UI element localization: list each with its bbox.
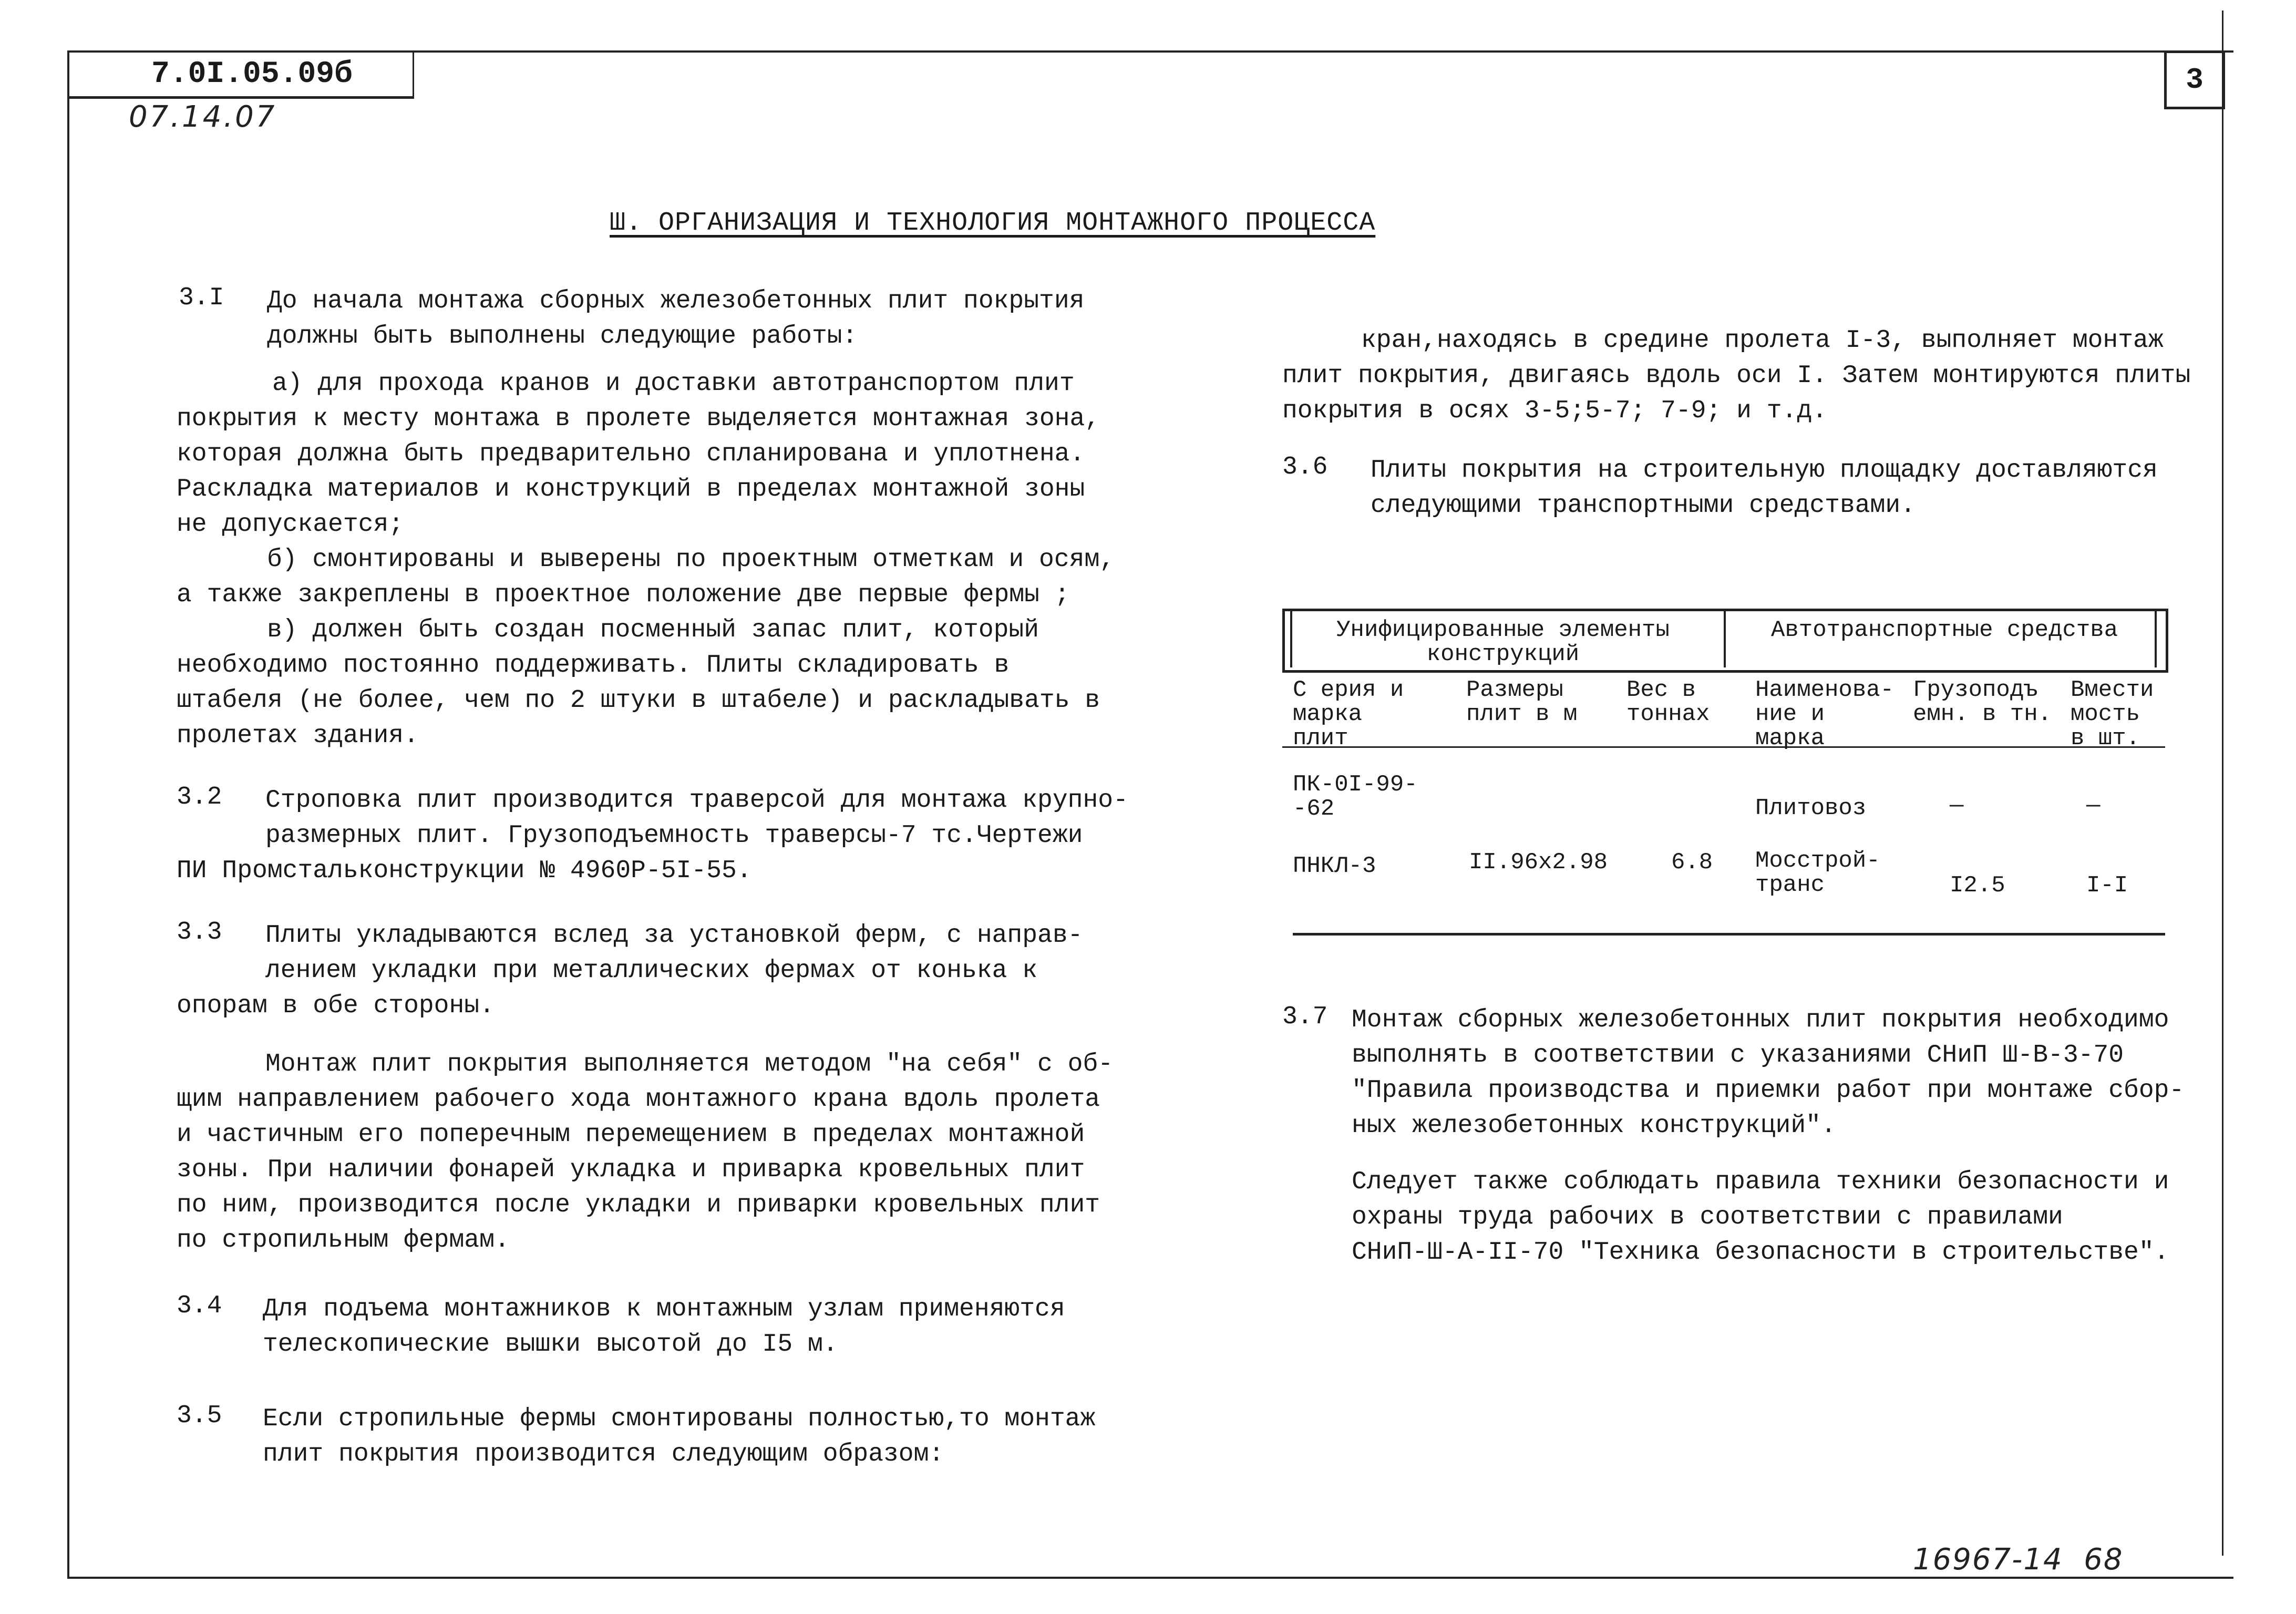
paragraph-line: и частичным его поперечным перемещением в пределах монтажной: [177, 1120, 1085, 1149]
paragraph-line: покрытия в осях 3-5;5-7; 7-9; и т.д.: [1282, 397, 1827, 425]
section-number: 3.6: [1282, 453, 1328, 481]
section-number: 3.5: [177, 1402, 222, 1430]
paragraph-line: "Правила производства и приемки работ при монтаже сбор-: [1352, 1076, 2185, 1105]
paragraph-line: а) для прохода кранов и доставки автотранспортом плит: [272, 369, 1075, 398]
paragraph-line: не допускается;: [177, 510, 404, 539]
table-cell: —: [2086, 793, 2101, 819]
paragraph-line: телескопические вышки высотой до I5 м.: [263, 1330, 838, 1359]
table-cell: ПК-0I-99- -62: [1293, 772, 1418, 822]
table-group-header: Унифицированные элементы конструкций: [1336, 617, 1670, 667]
section-number: 3.7: [1282, 1003, 1328, 1031]
paragraph-line: пролетах здания.: [177, 722, 419, 750]
table-header-underline: [1282, 746, 2165, 748]
paragraph-line: б) смонтированы и выверены по проектным отметкам и осям,: [267, 546, 1115, 574]
table-cell: Плитовоз: [1755, 795, 1867, 821]
table-cell: —: [1950, 793, 1964, 819]
handwritten-date: 07.14.07: [129, 100, 277, 134]
paragraph-line: опорам в обе стороны.: [177, 992, 495, 1020]
section-title: Ш. ОРГАНИЗАЦИЯ И ТЕХНОЛОГИЯ МОНТАЖНОГО ПРОЦЕССА: [610, 208, 1376, 238]
paragraph-line: покрытия к месту монтажа в пролете выделяется монтажная зона,: [177, 405, 1100, 433]
document-code: 7.0I.05.09б: [67, 50, 414, 99]
paragraph-line: следующими транспортными средствами.: [1371, 491, 1916, 520]
table-cell: ПНКЛ-3: [1293, 853, 1376, 879]
paragraph-line: ПИ Промстальконструкции № 4960Р-5I-55.: [177, 857, 752, 885]
paragraph-line: по ним, производится после укладки и приварки кровельных плит: [177, 1191, 1100, 1219]
paragraph-line: Если стропильные фермы смонтированы полностью,то монтаж: [263, 1405, 1096, 1433]
paragraph-line: охраны труда рабочих в соответствии с правилами: [1352, 1203, 2063, 1231]
table-cell: 6.8: [1671, 849, 1713, 876]
paragraph-line: плит покрытия, двигаясь вдоль оси I. Затем монтируются плиты: [1282, 362, 2191, 390]
table-col-header: С ерия и марка плит: [1293, 677, 1404, 752]
table-cell: Мосстрой- транс: [1755, 848, 1880, 898]
paragraph-line: а также закреплены в проектное положение две первые фермы ;: [177, 581, 1070, 609]
table-cell: I2.5: [1950, 872, 2005, 899]
paragraph-line: Плиты укладываются вслед за установкой ферм, с направ-: [265, 921, 1083, 950]
page-number: 3: [2164, 50, 2225, 109]
table-divider: [1290, 609, 1292, 667]
section-number: 3.2: [177, 783, 222, 811]
paragraph-line: кран,находясь в средине пролета I-3, выполняет монтаж: [1361, 326, 2164, 355]
paragraph-line: Плиты покрытия на строительную площадку доставляются: [1371, 456, 2158, 485]
table-col-header: Вмести мость в шт.: [2071, 677, 2154, 752]
paragraph-line: Монтаж плит покрытия выполняется методом "на себя" с об-: [265, 1050, 1114, 1078]
table-col-header: Вес в тоннах: [1626, 677, 1710, 727]
paragraph-line: ных железобетонных конструкций".: [1352, 1112, 1836, 1140]
paragraph-line: в) должен быть создан посменный запас плит, который: [267, 616, 1039, 644]
paragraph-line: по стропильным фермам.: [177, 1226, 510, 1255]
table-col-header: Грузоподъ емн. в тн.: [1913, 677, 2052, 727]
paragraph-line: Раскладка материалов и конструкций в пределах монтажной зоны: [177, 475, 1085, 503]
paragraph-line: До начала монтажа сборных железобетонных плит покрытия: [267, 287, 1085, 315]
table-col-header: Размеры плит в м: [1466, 677, 1578, 727]
table-group-header: Автотранспортные средства: [1771, 617, 2118, 643]
paragraph-line: зоны. При наличии фонарей укладка и приварка кровельных плит: [177, 1156, 1085, 1184]
table-cell: II.96x2.98: [1469, 849, 1608, 876]
paragraph-line: лением укладки при металлических фермах от конька к: [265, 957, 1038, 985]
page-frame-right-edge: [2222, 11, 2223, 1556]
paragraph-line: СНиП-Ш-А-II-70 "Техника безопасности в строительстве".: [1352, 1238, 2169, 1267]
section-number: 3.I: [179, 284, 224, 312]
table-bottom-rule: [1293, 933, 2165, 935]
paragraph-line: Для подъема монтажников к монтажным узлам применяются: [263, 1295, 1065, 1323]
paragraph-line: размерных плит. Грузоподъемность траверсы-7 тс.Чертежи: [265, 821, 1083, 850]
paragraph-line: плит покрытия производится следующим образом:: [263, 1440, 944, 1468]
paragraph-line: выполнять в соответствии с указаниями СНиП Ш-В-3-70: [1352, 1041, 2124, 1070]
paragraph-line: штабеля (не более, чем по 2 штуки в штабеле) и раскладывать в: [177, 686, 1100, 715]
paragraph-line: должны быть выполнены следующие работы:: [267, 322, 858, 351]
paragraph-line: которая должна быть предварительно спланирована и уплотнена.: [177, 440, 1085, 468]
section-number: 3.3: [177, 918, 222, 947]
table-cell: I-I: [2086, 872, 2128, 899]
archive-stamp: 16967-14 68: [1913, 1543, 2124, 1577]
section-number: 3.4: [177, 1292, 222, 1320]
table-divider: [1724, 609, 1726, 667]
paragraph-line: Следует также соблюдать правила техники безопасности и: [1352, 1168, 2169, 1196]
table-divider: [2155, 609, 2157, 667]
table-col-header: Наименова- ние и марка: [1755, 677, 1895, 752]
paragraph-line: Строповка плит производится траверсой для монтажа крупно-: [265, 786, 1128, 815]
paragraph-line: необходимо постоянно поддерживать. Плиты складировать в: [177, 651, 1010, 680]
paragraph-line: щим направлением рабочего хода монтажного крана вдоль пролета: [177, 1085, 1100, 1114]
paragraph-line: Монтаж сборных железобетонных плит покрытия необходимо: [1352, 1006, 2169, 1034]
